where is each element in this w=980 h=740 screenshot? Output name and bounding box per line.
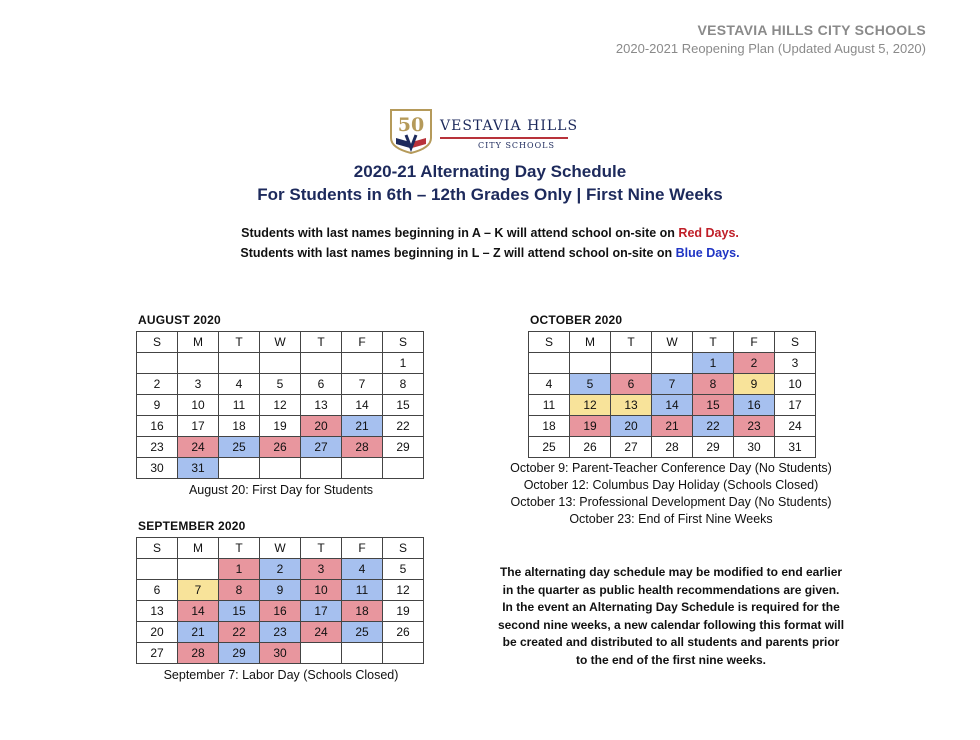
day-cell: 3	[178, 374, 219, 395]
day-cell: 22	[383, 416, 424, 437]
september-title: SEPTEMBER 2020	[138, 519, 246, 533]
day-cell: 21	[342, 416, 383, 437]
day-cell: 9	[734, 374, 775, 395]
day-cell: 15	[383, 395, 424, 416]
weekday-header-row	[137, 332, 424, 353]
district-logo	[388, 108, 579, 156]
logo-subtitle: CITY SCHOOLS	[478, 141, 555, 150]
day-cell: 5	[260, 374, 301, 395]
day-cell: 29	[693, 437, 734, 458]
weekday-header: S	[775, 332, 816, 353]
day-cell: 28	[342, 437, 383, 458]
day-cell: 17	[178, 416, 219, 437]
day-cell: 7	[652, 374, 693, 395]
day-cell: 29	[219, 643, 260, 664]
weekday-header: T	[219, 332, 260, 353]
instruction-l-z	[0, 243, 980, 263]
day-cell: 10	[301, 580, 342, 601]
empty-day-cell	[570, 353, 611, 374]
day-cell: 18	[219, 416, 260, 437]
october-title: OCTOBER 2020	[530, 313, 623, 327]
day-cell: 29	[383, 437, 424, 458]
day-cell: 9	[137, 395, 178, 416]
day-cell: 15	[693, 395, 734, 416]
day-cell: 24	[301, 622, 342, 643]
weekday-header: W	[260, 538, 301, 559]
weekday-header: S	[383, 538, 424, 559]
october-note-4: October 23: End of First Nine Weeks	[569, 512, 773, 526]
week-row	[529, 416, 816, 437]
day-cell: 3	[775, 353, 816, 374]
day-cell: 16	[260, 601, 301, 622]
day-cell: 5	[570, 374, 611, 395]
empty-day-cell	[219, 353, 260, 374]
weekday-header: S	[137, 332, 178, 353]
day-cell: 2	[260, 559, 301, 580]
day-cell: 31	[775, 437, 816, 458]
empty-day-cell	[301, 643, 342, 664]
day-cell: 16	[734, 395, 775, 416]
august-notes	[126, 482, 436, 499]
day-cell: 12	[383, 580, 424, 601]
weekday-header: T	[693, 332, 734, 353]
day-cell: 9	[260, 580, 301, 601]
day-cell: 30	[260, 643, 301, 664]
instruction-l-z-text: Students with last names beginning in L – Z will attend school on-site on	[240, 246, 676, 260]
empty-day-cell	[342, 458, 383, 479]
day-cell: 24	[178, 437, 219, 458]
day-cell: 7	[178, 580, 219, 601]
weekday-header: S	[383, 332, 424, 353]
document-header	[616, 22, 926, 56]
instruction-a-k	[0, 223, 980, 243]
weekday-header-row	[137, 538, 424, 559]
empty-day-cell	[178, 559, 219, 580]
day-cell: 8	[693, 374, 734, 395]
day-cell: 13	[611, 395, 652, 416]
empty-day-cell	[301, 353, 342, 374]
title-line-1: 2020-21 Alternating Day Schedule	[353, 162, 627, 181]
weekday-header: F	[342, 332, 383, 353]
weekday-header: W	[260, 332, 301, 353]
day-cell: 26	[383, 622, 424, 643]
october-note-1: October 9: Parent-Teacher Conference Day (No Students)	[510, 461, 832, 475]
day-cell: 8	[219, 580, 260, 601]
day-cell: 10	[178, 395, 219, 416]
day-cell: 6	[137, 580, 178, 601]
day-cell: 11	[529, 395, 570, 416]
day-cell: 18	[342, 601, 383, 622]
day-cell: 19	[383, 601, 424, 622]
august-note: August 20: First Day for Students	[188, 483, 374, 497]
week-row	[529, 353, 816, 374]
day-cell: 10	[775, 374, 816, 395]
october-note-3: October 13: Professional Development Day (No Students)	[510, 495, 832, 509]
week-row	[137, 374, 424, 395]
day-cell: 30	[734, 437, 775, 458]
day-cell: 8	[383, 374, 424, 395]
day-cell: 28	[652, 437, 693, 458]
empty-day-cell	[611, 353, 652, 374]
day-cell: 4	[342, 559, 383, 580]
day-cell: 21	[652, 416, 693, 437]
weekday-header: M	[178, 538, 219, 559]
day-cell: 19	[570, 416, 611, 437]
weekday-header: T	[301, 332, 342, 353]
week-row	[137, 601, 424, 622]
week-row	[137, 559, 424, 580]
district-name: VESTAVIA HILLS CITY SCHOOLS	[697, 22, 926, 38]
day-cell: 22	[219, 622, 260, 643]
day-cell: 6	[301, 374, 342, 395]
day-cell: 13	[137, 601, 178, 622]
empty-day-cell	[301, 458, 342, 479]
week-row	[529, 437, 816, 458]
week-row	[529, 374, 816, 395]
day-cell: 26	[260, 437, 301, 458]
empty-day-cell	[383, 643, 424, 664]
day-cell: 14	[178, 601, 219, 622]
anniversary-shield-icon	[388, 108, 434, 154]
day-cell: 23	[734, 416, 775, 437]
day-cell: 4	[529, 374, 570, 395]
day-cell: 2	[137, 374, 178, 395]
schedule-disclaimer: The alternating day schedule may be modified to end earlier in the quarter as public health recommendations are given. In the event an Alternating Day Schedule is required for the second nine weeks, a new calendar following this format will be created and distributed to all students and parents prior to the end of the first nine weeks.	[497, 565, 845, 667]
day-cell: 17	[301, 601, 342, 622]
weekday-header: M	[570, 332, 611, 353]
day-cell: 13	[301, 395, 342, 416]
september-calendar	[136, 537, 424, 664]
day-cell: 22	[693, 416, 734, 437]
day-cell: 6	[611, 374, 652, 395]
day-cell: 5	[383, 559, 424, 580]
september-note: September 7: Labor Day (Schools Closed)	[163, 668, 399, 682]
weekday-header: M	[178, 332, 219, 353]
day-cell: 15	[219, 601, 260, 622]
day-cell: 23	[137, 437, 178, 458]
weekday-header: S	[137, 538, 178, 559]
day-cell: 4	[219, 374, 260, 395]
plan-subtitle: 2020-2021 Reopening Plan (Updated August 5, 2020)	[615, 41, 926, 56]
day-cell: 20	[137, 622, 178, 643]
page-title	[0, 160, 980, 206]
empty-day-cell	[342, 353, 383, 374]
weekday-header: F	[342, 538, 383, 559]
october-calendar	[528, 331, 816, 458]
day-cell: 23	[260, 622, 301, 643]
day-cell: 12	[260, 395, 301, 416]
empty-day-cell	[137, 559, 178, 580]
day-cell: 2	[734, 353, 775, 374]
day-cell: 1	[383, 353, 424, 374]
week-row	[137, 643, 424, 664]
day-cell: 28	[178, 643, 219, 664]
week-row	[137, 622, 424, 643]
week-row	[529, 395, 816, 416]
instruction-a-k-text: Students with last names beginning in A – K will attend school on-site on	[241, 226, 679, 240]
week-row	[137, 353, 424, 374]
day-cell: 3	[301, 559, 342, 580]
day-cell: 21	[178, 622, 219, 643]
logo-name: VESTAVIA HILLS	[440, 118, 579, 134]
day-cell: 24	[775, 416, 816, 437]
day-cell: 27	[301, 437, 342, 458]
day-cell: 14	[652, 395, 693, 416]
day-cell: 25	[342, 622, 383, 643]
day-cell: 11	[219, 395, 260, 416]
day-cell: 18	[529, 416, 570, 437]
weekday-header: T	[301, 538, 342, 559]
logo-rule	[440, 137, 568, 139]
day-cell: 25	[219, 437, 260, 458]
week-row	[137, 416, 424, 437]
week-row	[137, 395, 424, 416]
day-cell: 12	[570, 395, 611, 416]
day-cell: 26	[570, 437, 611, 458]
title-line-2: For Students in 6th – 12th Grades Only | First Nine Weeks	[257, 185, 723, 204]
day-cell: 11	[342, 580, 383, 601]
empty-day-cell	[260, 353, 301, 374]
day-cell: 27	[137, 643, 178, 664]
weekday-header: T	[611, 332, 652, 353]
week-row	[137, 437, 424, 458]
empty-day-cell	[652, 353, 693, 374]
weekday-header-row	[529, 332, 816, 353]
day-cell: 27	[611, 437, 652, 458]
empty-day-cell	[137, 353, 178, 374]
weekday-header: T	[219, 538, 260, 559]
day-cell: 19	[260, 416, 301, 437]
logo-number: 50	[397, 114, 425, 136]
day-cell: 16	[137, 416, 178, 437]
blue-days-label: Blue Days.	[675, 246, 740, 260]
week-row	[137, 458, 424, 479]
week-row	[137, 580, 424, 601]
attendance-instructions	[0, 223, 980, 263]
weekday-header: S	[529, 332, 570, 353]
day-cell: 1	[219, 559, 260, 580]
red-days-label: Red Days.	[678, 226, 739, 240]
day-cell: 30	[137, 458, 178, 479]
august-calendar	[136, 331, 424, 479]
empty-day-cell	[342, 643, 383, 664]
day-cell: 25	[529, 437, 570, 458]
weekday-header: W	[652, 332, 693, 353]
october-note-2: October 12: Columbus Day Holiday (Schools Closed)	[523, 478, 819, 492]
day-cell: 17	[775, 395, 816, 416]
empty-day-cell	[260, 458, 301, 479]
september-notes	[126, 667, 436, 684]
empty-day-cell	[383, 458, 424, 479]
empty-day-cell	[529, 353, 570, 374]
weekday-header: F	[734, 332, 775, 353]
empty-day-cell	[178, 353, 219, 374]
october-notes	[486, 460, 856, 528]
day-cell: 1	[693, 353, 734, 374]
august-title: AUGUST 2020	[138, 313, 221, 327]
day-cell: 31	[178, 458, 219, 479]
day-cell: 7	[342, 374, 383, 395]
day-cell: 14	[342, 395, 383, 416]
day-cell: 20	[301, 416, 342, 437]
day-cell: 20	[611, 416, 652, 437]
empty-day-cell	[219, 458, 260, 479]
